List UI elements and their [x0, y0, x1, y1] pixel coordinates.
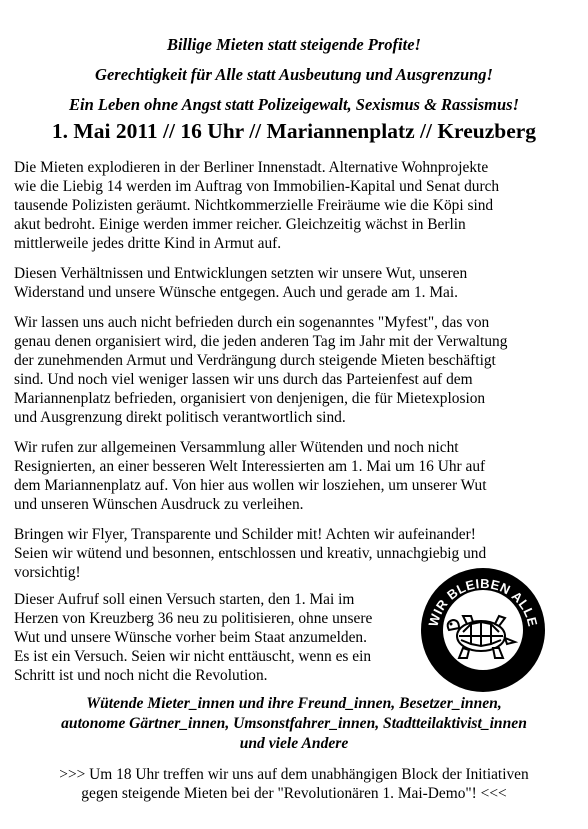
paragraph-line: Mariannenplatz befrieden, organisiert von denjenigen, die für Mietexplosion [14, 389, 486, 407]
paragraph-line: und unseren Wünschen Ausdruck zu verleihen. [14, 495, 304, 513]
paragraph-line: Seien wir wütend und besonnen, entschlossen und kreativ, unnachgiebig und [14, 544, 487, 562]
paragraph-line: Widerstand und unsere Wünsche entgegen. Auch und gerade am 1. Mai. [14, 283, 459, 301]
paragraph-attempt [14, 591, 414, 686]
slogan-1: Billige Mieten statt steigende Profite! [167, 35, 421, 54]
paragraph-rents [14, 159, 574, 254]
logo-text: WIR BLEIBEN ALLE [425, 575, 541, 629]
turtle-icon [419, 566, 547, 694]
paragraph-line: tausende Polizisten geräumt. Nichtkommerzielle Freiräume wie die Köpi sind [14, 196, 494, 214]
signers-block [0, 694, 588, 754]
paragraph-line: Resignierten, an einer besseren Welt Interessierten am 1. Mai um 16 Uhr auf [14, 457, 486, 475]
wir-bleiben-alle-logo [419, 566, 547, 694]
cta-line: gegen steigende Mieten bei der "Revolutionären 1. Mai-Demo"! <<< [81, 785, 507, 802]
paragraph-resistance [14, 265, 574, 303]
paragraph-line: Bringen wir Flyer, Transparente und Schilder mit! Achten wir aufeinander! [14, 526, 476, 543]
signers-line: und viele Andere [239, 735, 349, 752]
paragraph-line: Die Mieten explodieren in der Berliner Innenstadt. Alternative Wohnprojekte [14, 159, 489, 176]
paragraph-line: Schritt ist und noch nicht die Revolution. [14, 666, 268, 684]
slogan-2: Gerechtigkeit für Alle statt Ausbeutung und Ausgrenzung! [95, 65, 493, 84]
signers-line: autonome Gärtner_innen, Umsonstfahrer_innen, Stadtteilaktivist_innen [61, 715, 527, 732]
paragraph-line: Dieser Aufruf soll einen Versuch starten, den 1. Mai im [14, 591, 355, 608]
signers-line: Wütende Mieter_innen und ihre Freund_innen, Besetzer_innen, [86, 695, 502, 712]
page-title: 1. Mai 2011 // 16 Uhr // Mariannenplatz // Kreuzberg [51, 119, 537, 143]
paragraph-myfest [14, 314, 574, 427]
demo-meetup-note [0, 765, 588, 803]
paragraph-line: vorsichtig! [14, 563, 81, 581]
paragraph-line: dem Mariannenplatz auf. Von hier aus wollen wir losziehen, um unserer Wut [14, 476, 487, 494]
paragraph-line: wie die Liebig 14 werden im Auftrag von Immobilien-Kapital und Senat durch [14, 177, 500, 195]
paragraph-line: mittlerweile jedes dritte Kind in Armut auf. [14, 234, 282, 252]
paragraph-line: Es ist ein Versuch. Seien wir nicht enttäuscht, wenn es ein [14, 647, 372, 665]
paragraph-line: und Ausgrenzung direkt politisch verantwortlich sind. [14, 408, 346, 426]
paragraph-line: Wut und unsere Wünsche vorher beim Staat anzumelden. [14, 628, 367, 646]
paragraph-line: genau denen organisiert wird, die jeden anderen Tag im Jahr mit der Verwaltung [14, 332, 508, 350]
paragraph-line: sind. Und noch viel weniger lassen wir uns durch das Parteienfest auf dem [14, 370, 473, 388]
paragraph-line: Diesen Verhältnissen und Entwicklungen setzten wir unsere Wut, unseren [14, 265, 468, 282]
paragraph-line: der zunehmenden Armut und Verdrängung durch steigende Mieten beschäftigt [14, 351, 496, 369]
cta-line: >>> Um 18 Uhr treffen wir uns auf dem unabhängigen Block der Initiativen [59, 766, 529, 783]
paragraph-line: Wir rufen zur allgemeinen Versammlung aller Wütenden und noch nicht [14, 439, 459, 456]
paragraph-assembly [14, 439, 574, 515]
slogan-3: Ein Leben ohne Angst statt Polizeigewalt, Sexismus & Rassismus! [68, 95, 520, 114]
paragraph-line: Herzen von Kreuzberg 36 neu zu politisieren, ohne unsere [14, 609, 373, 627]
paragraph-line: akut bedroht. Einige werden immer reicher. Gleichzeitig wächst in Berlin [14, 215, 466, 233]
paragraph-line: Wir lassen uns auch nicht befrieden durch ein sogenanntes "Myfest", das von [14, 314, 490, 331]
